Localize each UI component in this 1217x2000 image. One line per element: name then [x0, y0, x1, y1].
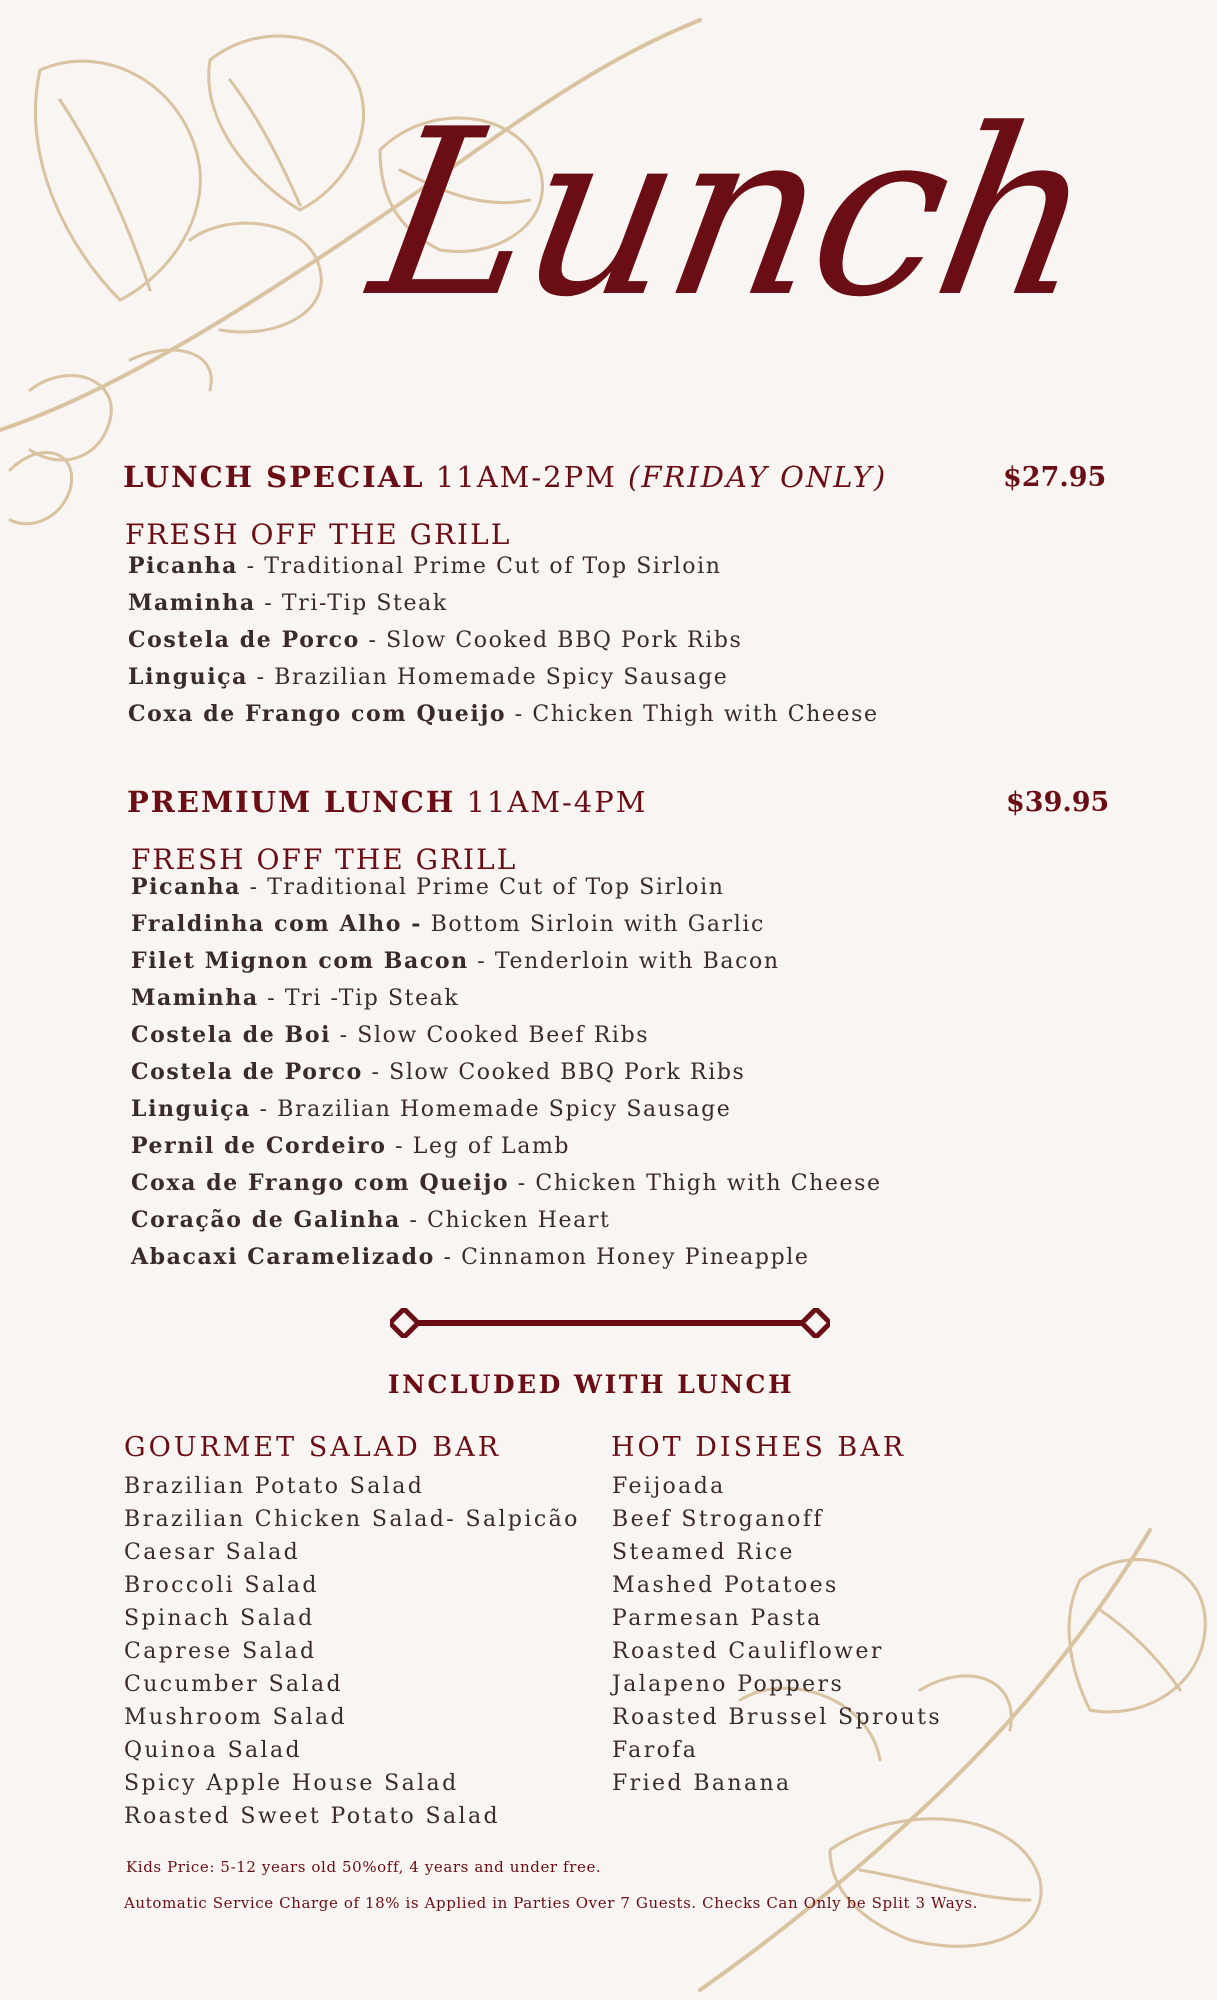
hot-dishes-heading: HOT DISHES BAR [611, 1432, 907, 1463]
list-item: Coxa de Frango com Queijo - Chicken Thigh with Cheese [131, 1170, 882, 1196]
premium-lunch-subheading: FRESH OFF THE GRILL [131, 843, 518, 876]
lunch-special-note: (FRIDAY ONLY) [628, 460, 888, 494]
list-item: Maminha - Tri -Tip Steak [131, 985, 460, 1011]
service-charge-note: Automatic Service Charge of 18% is Applied in Parties Over 7 Guests. Checks Can Only be Split 3 Ways. [124, 1894, 978, 1912]
list-item: Fried Banana [612, 1771, 792, 1796]
list-item: Quinoa Salad [124, 1738, 302, 1763]
list-item: Farofa [612, 1738, 699, 1763]
list-item: Caprese Salad [124, 1639, 317, 1664]
list-item: Costela de Boi - Slow Cooked Beef Ribs [131, 1022, 650, 1048]
list-item: Beef Stroganoff [612, 1507, 824, 1532]
list-item: Roasted Brussel Sprouts [612, 1705, 943, 1730]
list-item: Picanha - Traditional Prime Cut of Top Sirloin [128, 553, 722, 579]
list-item: Feijoada [612, 1474, 726, 1499]
list-item: Mushroom Salad [124, 1705, 348, 1730]
list-item: Spinach Salad [124, 1606, 315, 1631]
list-item: Picanha - Traditional Prime Cut of Top Sirloin [131, 874, 725, 900]
list-item: Coração de Galinha - Chicken Heart [131, 1207, 611, 1233]
premium-lunch-heading [127, 785, 647, 819]
list-item: Cucumber Salad [124, 1672, 343, 1697]
salad-bar-list [124, 1474, 580, 1837]
hot-dishes-list [612, 1474, 942, 1804]
list-item: Filet Mignon com Bacon - Tenderloin with Bacon [131, 948, 780, 974]
list-item: Linguiça - Brazilian Homemade Spicy Sausage [128, 664, 729, 690]
list-item: Maminha - Tri-Tip Steak [128, 590, 448, 616]
list-item: Costela de Porco - Slow Cooked BBQ Pork Ribs [131, 1059, 746, 1085]
list-item: Parmesan Pasta [612, 1606, 823, 1631]
list-item: Broccoli Salad [124, 1573, 319, 1598]
list-item: Steamed Rice [612, 1540, 795, 1565]
premium-lunch-name: PREMIUM LUNCH [127, 785, 456, 819]
list-item: Brazilian Potato Salad [124, 1474, 425, 1499]
premium-lunch-hours: 11AM-4PM [466, 785, 648, 819]
list-item: Fraldinha com Alho - Bottom Sirloin with Garlic [131, 911, 765, 937]
lunch-special-heading [123, 460, 887, 494]
list-item: Pernil de Cordeiro - Leg of Lamb [131, 1133, 571, 1159]
kids-price-note: Kids Price: 5-12 years old 50%off, 4 years and under free. [126, 1858, 602, 1876]
ornamental-divider [390, 1308, 830, 1338]
menu-title: Lunch [356, 81, 1110, 348]
premium-lunch-items [131, 874, 882, 1281]
list-item: Abacaxi Caramelizado - Cinnamon Honey Pineapple [131, 1244, 810, 1270]
list-item: Mashed Potatoes [612, 1573, 839, 1598]
lunch-special-name: LUNCH SPECIAL [123, 460, 425, 494]
list-item: Spicy Apple House Salad [124, 1771, 459, 1796]
lunch-special-items [128, 553, 879, 738]
lunch-special-hours: 11AM-2PM [435, 460, 617, 494]
lunch-special-price: $27.95 [1003, 462, 1107, 493]
list-item: Coxa de Frango com Queijo - Chicken Thigh with Cheese [128, 701, 879, 727]
included-heading: INCLUDED WITH LUNCH [387, 1370, 795, 1399]
premium-lunch-price: $39.95 [1006, 787, 1110, 818]
list-item: Caesar Salad [124, 1540, 301, 1565]
list-item: Jalapeno Poppers [612, 1672, 845, 1697]
list-item: Roasted Cauliflower [612, 1639, 884, 1664]
list-item: Linguiça - Brazilian Homemade Spicy Sausage [131, 1096, 732, 1122]
list-item: Roasted Sweet Potato Salad [124, 1804, 500, 1829]
lunch-special-subheading: FRESH OFF THE GRILL [125, 518, 512, 551]
salad-bar-heading: GOURMET SALAD BAR [124, 1432, 502, 1463]
list-item: Costela de Porco - Slow Cooked BBQ Pork Ribs [128, 627, 743, 653]
list-item: Brazilian Chicken Salad- Salpicão [124, 1507, 580, 1532]
